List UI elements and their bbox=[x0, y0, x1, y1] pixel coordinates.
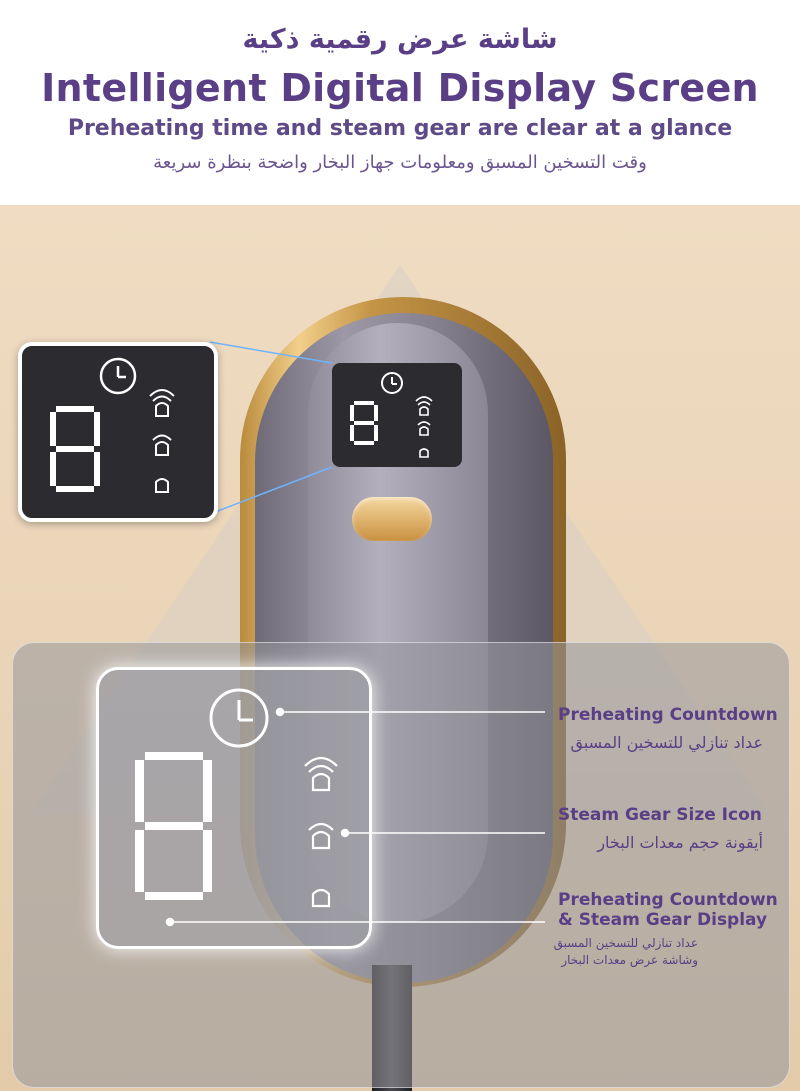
callout-display-ar-2: وشاشة عرض معدات البخار bbox=[561, 953, 698, 967]
callout-steam-gear-en: Steam Gear Size Icon bbox=[558, 805, 762, 825]
arabic-title: شاشة عرض رقمية ذكية bbox=[242, 24, 558, 55]
product-scene bbox=[0, 205, 800, 1091]
english-title: Intelligent Digital Display Screen bbox=[41, 66, 759, 110]
callout-display-en-2: & Steam Gear Display bbox=[558, 910, 768, 930]
callout-display-ar-1: عداد تنازلي للتسخين المسبق bbox=[553, 936, 698, 950]
callout-steam-gear-ar: أيقونة حجم معدات البخار bbox=[597, 833, 763, 852]
callout-preheating-countdown-en: Preheating Countdown bbox=[558, 705, 778, 725]
callout-preheating-countdown-ar: عداد تنازلي للتسخين المسبق bbox=[570, 733, 763, 752]
english-subtitle: Preheating time and steam gear are clear at a glance bbox=[67, 116, 733, 141]
header bbox=[0, 0, 800, 205]
callout-display-en-1: Preheating Countdown bbox=[558, 890, 778, 910]
arabic-subtitle: وقت التسخين المسبق ومعلومات جهاز البخار واضحة بنظرة سريعة bbox=[153, 152, 647, 173]
